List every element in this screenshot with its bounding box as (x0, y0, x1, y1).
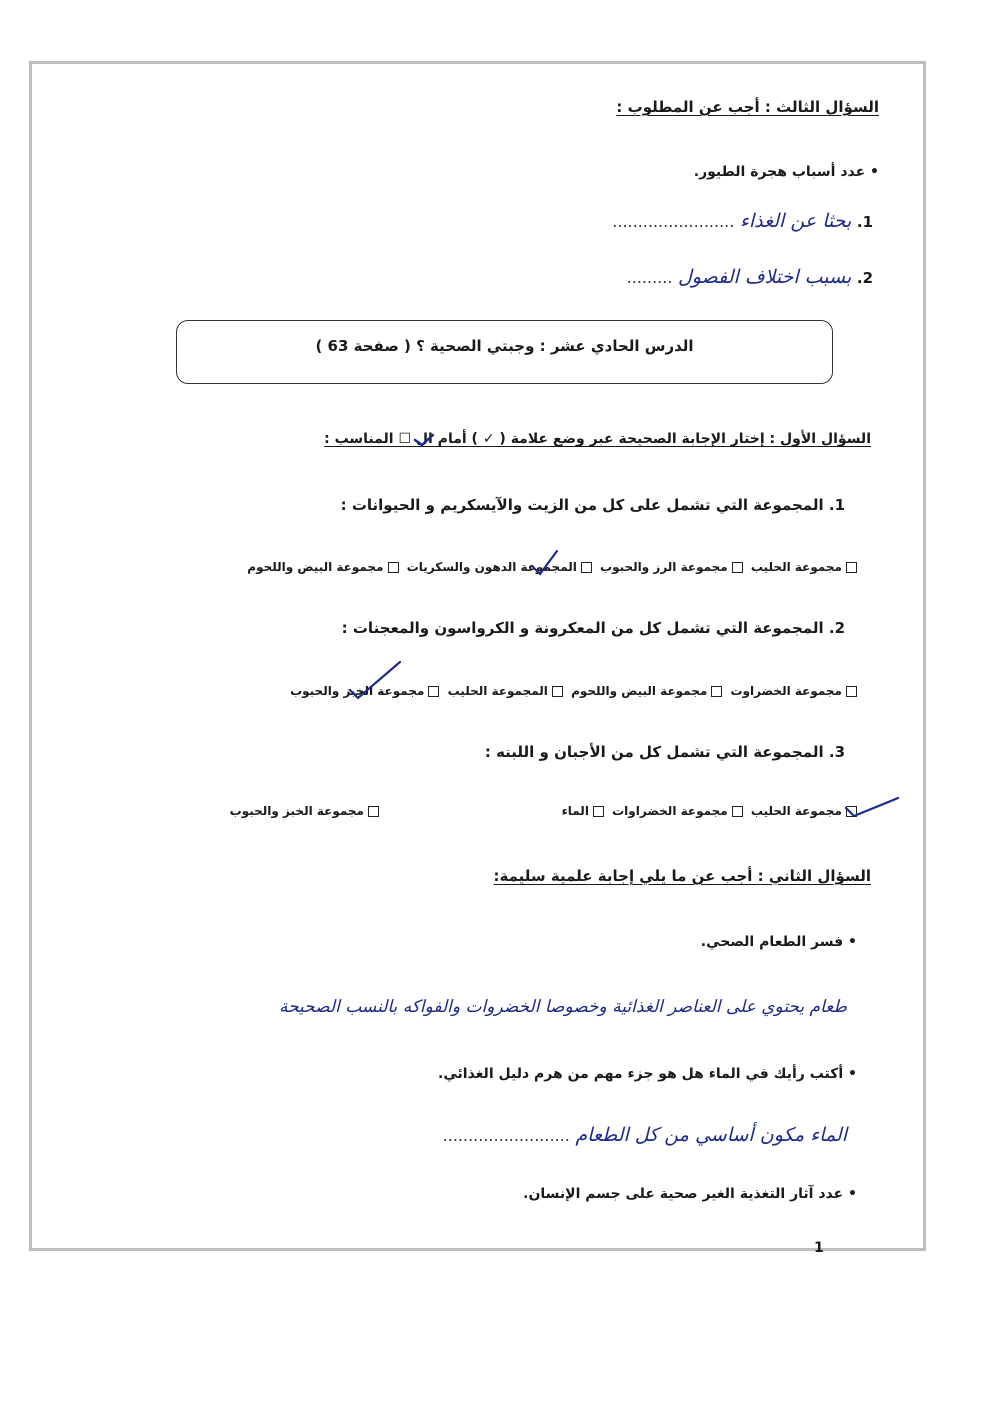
option-label: المجموعة الدهون والسكريات (406, 560, 577, 574)
option-label: مجموعة الخضراوات (612, 804, 728, 818)
q2-heading: السؤال الثاني : أجب عن ما يلي إجابة علمية سليمة: (493, 867, 871, 885)
q2-item-2: • أكتب رأيك في الماء هل هو جزء مهم من هرم دليل الغذائي. (438, 1066, 857, 1082)
worksheet-page (29, 61, 926, 1256)
lesson-title: الدرس الحادي عشر : وجبتي الصحية ؟ ( صفحة 63 ) (315, 337, 694, 355)
q3-answer-2-handwriting: بسبب اختلاف الفصول (678, 266, 852, 288)
option-label: مجموعة الرز والحبوب (600, 560, 728, 574)
handwritten-checkmarks (32, 64, 929, 1254)
option-label: مجموعة البيض واللحوم (571, 684, 708, 698)
q2-item-2-text: أكتب رأيك في الماء هل هو جزء مهم من هرم دليل الغذائي. (438, 1066, 844, 1082)
option-label: مجموعة الخضراوت (730, 684, 842, 698)
checkmark-icon (415, 435, 433, 445)
q2-item-1-text: فسر الطعام الصحي. (700, 934, 844, 950)
option-label: مجموعة الخبز والحبوب (229, 804, 364, 818)
q3-answer-1-dots: ........................ (612, 212, 735, 231)
option-label: الماء (561, 804, 589, 818)
q2-item-3-number: 1 (814, 1240, 824, 1256)
q3-answer-1-num: 1. (856, 213, 873, 231)
q1-question-3: 3. المجموعة التي تشمل كل من الأجبان و اللبنه : (484, 743, 845, 761)
q3-answer-1-handwriting: بحثا عن الغذاء (739, 210, 852, 232)
option-label: مجموعة الحليب (750, 560, 842, 574)
option-label: مجموعة الخبز والحبوب (290, 684, 425, 698)
q2-item-2-dots: ......................... (442, 1126, 570, 1145)
q2-item-1: • فسر الطعام الصحي. (700, 934, 857, 950)
option-label: مجموعة البيض واللحوم (247, 560, 384, 574)
checkmark-icon (350, 662, 400, 698)
option-label: المجموعة الحليب (447, 684, 548, 698)
q1-question-2: 2. المجموعة التي تشمل كل من المعكرونة و الكرواسون والمعجنات : (341, 619, 845, 637)
q2-item-3-text: عدد آثار التغذية الغير صحية على جسم الإنسان. (523, 1186, 844, 1202)
checkmark-icon (532, 551, 557, 574)
q3-heading: السؤال الثالث : أجب عن المطلوب : (616, 98, 879, 116)
q3-bullet: • عدد أسباب هجرة الطيور. (693, 164, 879, 180)
q2-item-1-handwriting: طعام يحتوي على العناصر الغذائية وخصوصا الخضروات والفواكه بالنسب الصحيحة (278, 997, 847, 1017)
option-label: مجموعة الحليب (750, 804, 842, 818)
q2-item-2-handwriting: الماء مكون أساسي من كل الطعام (575, 1124, 847, 1146)
checkmark-icon (846, 798, 898, 816)
q3-answer-2-num: 2. (856, 269, 873, 287)
q1-heading: السؤال الأول : إختار الإجابة الصحيحة عبر وضع علامة ( ✓ ) أمام ال ☐ المناسب : (324, 431, 871, 447)
q1-question-1: 1. المجموعة التي تشمل على كل من الزيت والآيسكريم و الحيوانات : (340, 496, 845, 514)
q2-item-3: • عدد آثار التغذية الغير صحية على جسم الإنسان. (523, 1186, 857, 1202)
q3-bullet-text: عدد أسباب هجرة الطيور. (693, 164, 866, 180)
q3-answer-2-dots: ......... (626, 268, 673, 287)
